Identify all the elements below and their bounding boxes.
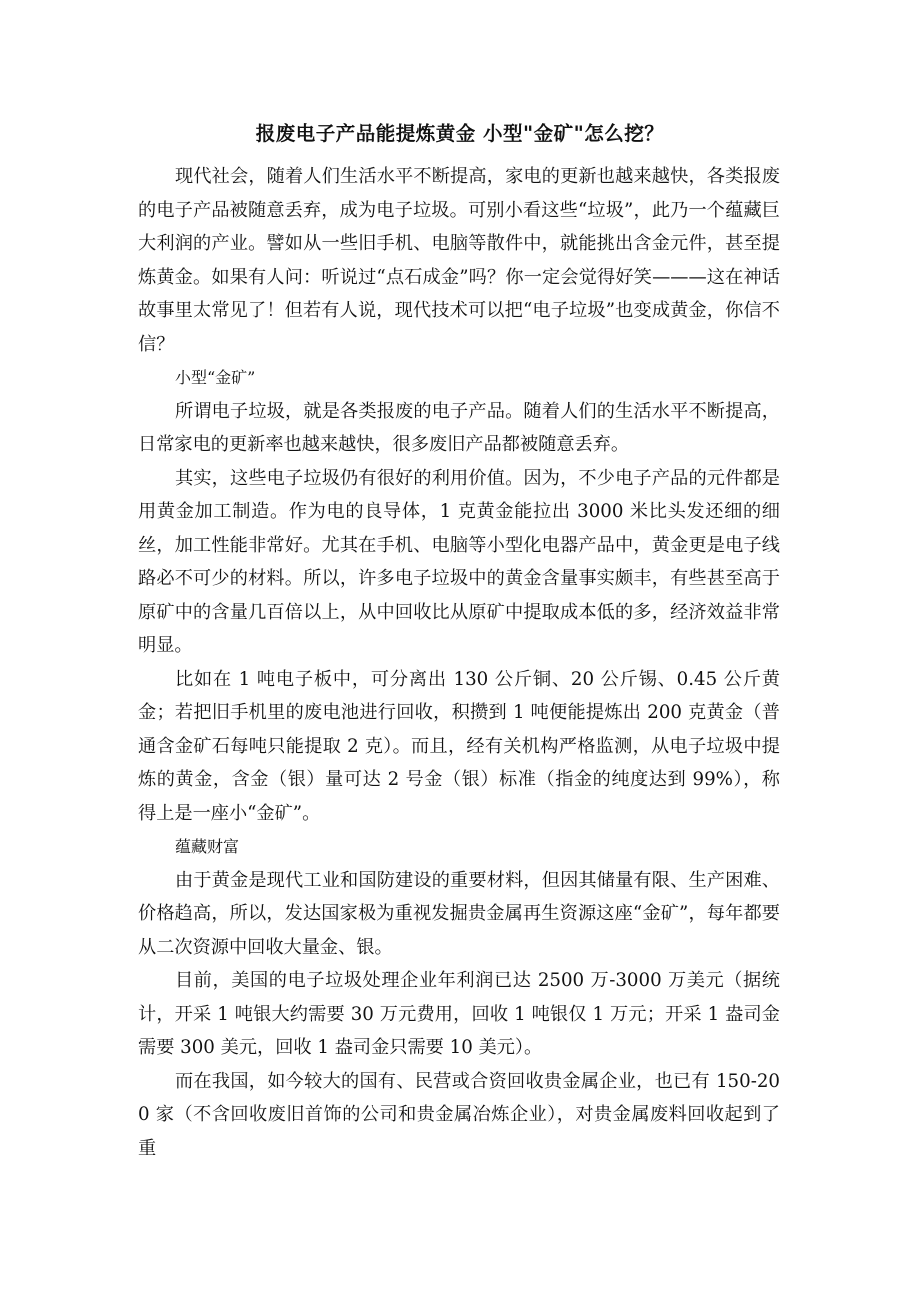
paragraph-gold-usage: 其实，这些电子垃圾仍有很好的利用价值。因为，不少电子产品的元件都是用黄金加工制造。作为电的良导体，1 克黄金能拉出 3000 米比头发还细的细丝，加工性能非常好。尤其在手机、电脑等小型化电器产品中，黄金更是电子线路必不可少的材料。所以，许多电子垃圾中的黄金含量事实颇丰，有些甚至高于原矿中的含量几百倍以上，从中回收比从原矿中提取成本低的多，经济效益非常明显。 xyxy=(138,467,780,656)
section-heading-hidden-wealth: 蕴藏财富 xyxy=(175,837,240,856)
document-body xyxy=(138,160,780,1165)
paragraph-developed-countries: 由于黄金是现代工业和国防建设的重要材料，但因其储量有限、生产困难、价格趋高，所以，发达国家极为重视发掘贵金属再生资源这座“金矿”，每年都要从二次资源中回收大量金、银。 xyxy=(138,869,780,958)
section-heading-small-gold-mine: 小型“金矿” xyxy=(175,368,256,387)
paragraph-intro: 现代社会，随着人们生活水平不断提高，家电的更新也越来越快，各类报废的电子产品被随意丢弃，成为电子垃圾。可别小看这些“垃圾”，此乃一个蕴藏巨大利润的产业。譬如从一些旧手机、电脑等散件中，就能挑出含金元件，甚至提炼黄金。如果有人问：听说过“点石成金”吗？你一定会觉得好笑———这在神话故事里太常见了！但若有人说，现代技术可以把“电子垃圾”也变成黄金，你信不信？ xyxy=(138,166,780,355)
document-title: 报废电子产品能提炼黄金 小型"金矿"怎么挖？ xyxy=(255,122,665,145)
paragraph-china-enterprises: 而在我国，如今较大的国有、民营或合资回收贵金属企业，也已有 150-200 家（不含回收废旧首饰的公司和贵金属冶炼企业），对贵金属废料回收起到了重 xyxy=(138,1070,780,1159)
paragraph-definition: 所谓电子垃圾，就是各类报废的电子产品。随着人们的生活水平不断提高，日常家电的更新率也越来越快，很多废旧产品都被随意丢弃。 xyxy=(138,400,780,455)
paragraph-extraction-yield: 比如在 1 吨电子板中，可分离出 130 公斤铜、20 公斤锡、0.45 公斤黄金；若把旧手机里的废电池进行回收，积攒到 1 吨便能提炼出 200 克黄金（普通含金矿石每吨只能提取 2 克）。而且，经有关机构严格监测，从电子垃圾中提炼的黄金，含金（银）量可达 2 号金（银）标准（指金的纯度达到 99%），称得上是一座小“金矿”。 xyxy=(138,668,780,824)
paragraph-us-profits: 目前，美国的电子垃圾处理企业年利润已达 2500 万-3000 万美元（据统计，开采 1 吨银大约需要 30 万元费用，回收 1 吨银仅 1 万元；开采 1 盎司金需要 300 美元，回收 1 盎司金只需要 10 美元）。 xyxy=(138,970,780,1058)
